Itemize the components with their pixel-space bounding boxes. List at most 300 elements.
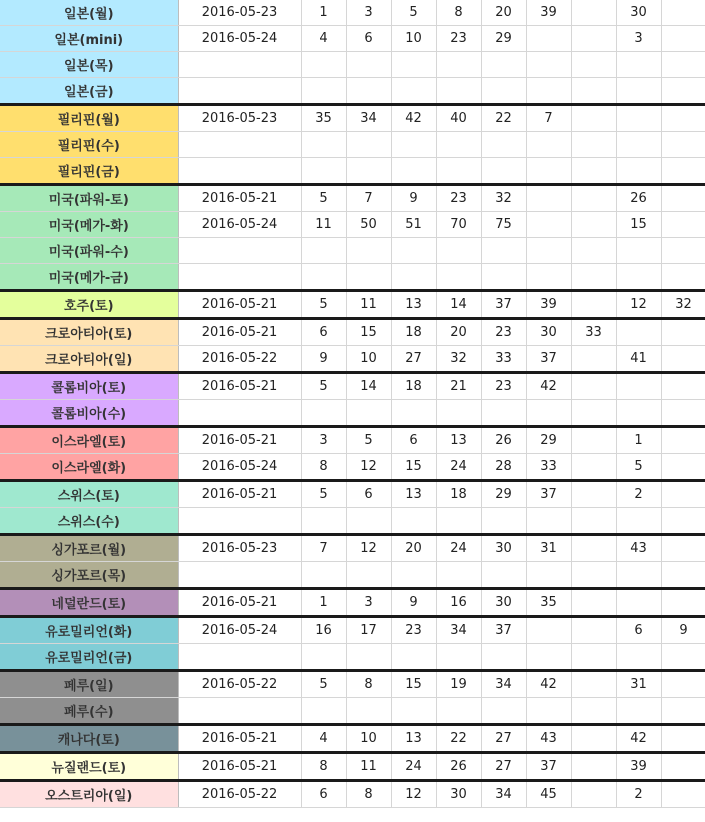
number-cell xyxy=(481,698,526,725)
number-cell: 24 xyxy=(391,753,436,781)
number-cell xyxy=(616,105,661,132)
number-cell: 26 xyxy=(436,753,481,781)
number-cell: 9 xyxy=(301,346,346,373)
lottery-name-cell: 유로밀리언(금) xyxy=(0,644,178,671)
number-cell xyxy=(436,698,481,725)
number-cell xyxy=(661,781,705,808)
number-cell xyxy=(391,644,436,671)
number-cell xyxy=(436,158,481,185)
lottery-name-cell: 이스라엘(화) xyxy=(0,454,178,481)
draw-date-cell: 2016-05-21 xyxy=(178,753,301,781)
number-cell: 12 xyxy=(346,454,391,481)
number-cell xyxy=(571,26,616,52)
number-cell xyxy=(661,52,705,78)
number-cell: 9 xyxy=(391,185,436,212)
table-row xyxy=(0,698,705,725)
number-cell xyxy=(391,132,436,158)
number-cell: 42 xyxy=(391,105,436,132)
number-cell: 45 xyxy=(526,781,571,808)
number-cell xyxy=(391,562,436,589)
number-cell xyxy=(391,78,436,105)
number-cell xyxy=(526,400,571,427)
number-cell: 5 xyxy=(391,0,436,26)
number-cell xyxy=(346,698,391,725)
number-cell xyxy=(616,52,661,78)
number-cell xyxy=(571,508,616,535)
number-cell: 5 xyxy=(346,427,391,454)
number-cell xyxy=(661,373,705,400)
number-cell xyxy=(616,644,661,671)
number-cell: 3 xyxy=(346,0,391,26)
draw-date-cell xyxy=(178,698,301,725)
number-cell xyxy=(571,52,616,78)
number-cell xyxy=(346,78,391,105)
number-cell xyxy=(571,589,616,617)
number-cell: 34 xyxy=(436,617,481,644)
lottery-name-cell: 크로아티아(토) xyxy=(0,319,178,346)
number-cell: 1 xyxy=(616,427,661,454)
number-cell: 30 xyxy=(481,535,526,562)
table-row xyxy=(0,52,705,78)
number-cell: 20 xyxy=(391,535,436,562)
number-cell xyxy=(616,562,661,589)
draw-date-cell: 2016-05-23 xyxy=(178,535,301,562)
number-cell: 37 xyxy=(481,617,526,644)
table-row xyxy=(0,427,705,454)
number-cell xyxy=(661,753,705,781)
number-cell: 23 xyxy=(436,185,481,212)
number-cell xyxy=(346,562,391,589)
number-cell: 41 xyxy=(616,346,661,373)
table-row xyxy=(0,589,705,617)
number-cell: 2 xyxy=(616,781,661,808)
number-cell: 27 xyxy=(391,346,436,373)
number-cell xyxy=(661,671,705,698)
number-cell: 18 xyxy=(391,373,436,400)
number-cell xyxy=(346,158,391,185)
table-row xyxy=(0,319,705,346)
draw-date-cell: 2016-05-22 xyxy=(178,781,301,808)
number-cell: 5 xyxy=(616,454,661,481)
number-cell xyxy=(661,481,705,508)
lottery-name-cell: 미국(파워-수) xyxy=(0,238,178,264)
number-cell xyxy=(571,698,616,725)
number-cell: 13 xyxy=(391,291,436,319)
number-cell: 12 xyxy=(391,781,436,808)
draw-date-cell: 2016-05-24 xyxy=(178,617,301,644)
table-row xyxy=(0,671,705,698)
number-cell xyxy=(571,753,616,781)
number-cell xyxy=(481,132,526,158)
number-cell: 22 xyxy=(481,105,526,132)
number-cell: 29 xyxy=(481,26,526,52)
number-cell xyxy=(526,132,571,158)
number-cell xyxy=(661,562,705,589)
number-cell xyxy=(616,319,661,346)
number-cell xyxy=(391,52,436,78)
table-row xyxy=(0,264,705,291)
lottery-name-cell: 네덜란드(토) xyxy=(0,589,178,617)
lottery-name-cell: 이스라엘(토) xyxy=(0,427,178,454)
number-cell: 27 xyxy=(481,753,526,781)
lottery-name-cell: 필리핀(금) xyxy=(0,158,178,185)
number-cell xyxy=(301,158,346,185)
number-cell xyxy=(616,373,661,400)
number-cell: 32 xyxy=(481,185,526,212)
table-row xyxy=(0,454,705,481)
number-cell xyxy=(481,400,526,427)
number-cell: 5 xyxy=(301,481,346,508)
draw-date-cell xyxy=(178,508,301,535)
number-cell xyxy=(526,158,571,185)
lottery-name-cell: 싱가포르(목) xyxy=(0,562,178,589)
number-cell: 33 xyxy=(526,454,571,481)
number-cell: 12 xyxy=(616,291,661,319)
draw-date-cell: 2016-05-21 xyxy=(178,185,301,212)
number-cell: 30 xyxy=(481,589,526,617)
number-cell xyxy=(301,562,346,589)
number-cell: 23 xyxy=(481,373,526,400)
number-cell xyxy=(526,644,571,671)
number-cell: 8 xyxy=(436,0,481,26)
number-cell xyxy=(661,400,705,427)
number-cell: 11 xyxy=(346,753,391,781)
number-cell: 3 xyxy=(346,589,391,617)
number-cell: 39 xyxy=(616,753,661,781)
draw-date-cell xyxy=(178,52,301,78)
number-cell: 40 xyxy=(436,105,481,132)
number-cell: 20 xyxy=(436,319,481,346)
lottery-name-cell: 싱가포르(월) xyxy=(0,535,178,562)
number-cell: 1 xyxy=(301,589,346,617)
number-cell xyxy=(616,400,661,427)
draw-date-cell: 2016-05-21 xyxy=(178,427,301,454)
lottery-name-cell: 미국(메가-금) xyxy=(0,264,178,291)
number-cell: 3 xyxy=(616,26,661,52)
table-row xyxy=(0,105,705,132)
number-cell: 17 xyxy=(346,617,391,644)
number-cell xyxy=(616,158,661,185)
number-cell: 23 xyxy=(436,26,481,52)
number-cell xyxy=(301,238,346,264)
number-cell xyxy=(571,158,616,185)
number-cell xyxy=(616,132,661,158)
number-cell: 15 xyxy=(616,212,661,238)
number-cell xyxy=(301,400,346,427)
number-cell: 24 xyxy=(436,454,481,481)
draw-date-cell: 2016-05-22 xyxy=(178,346,301,373)
number-cell: 1 xyxy=(301,0,346,26)
number-cell: 20 xyxy=(481,0,526,26)
number-cell: 32 xyxy=(661,291,705,319)
number-cell xyxy=(571,454,616,481)
number-cell xyxy=(391,264,436,291)
number-cell: 12 xyxy=(346,535,391,562)
number-cell: 8 xyxy=(346,781,391,808)
number-cell: 7 xyxy=(301,535,346,562)
number-cell xyxy=(571,0,616,26)
number-cell xyxy=(571,291,616,319)
number-cell xyxy=(661,212,705,238)
number-cell: 5 xyxy=(301,373,346,400)
number-cell xyxy=(346,264,391,291)
number-cell xyxy=(526,264,571,291)
table-row xyxy=(0,781,705,808)
number-cell xyxy=(481,78,526,105)
number-cell xyxy=(346,132,391,158)
number-cell: 10 xyxy=(391,26,436,52)
table-row xyxy=(0,562,705,589)
number-cell: 14 xyxy=(436,291,481,319)
number-cell: 29 xyxy=(481,481,526,508)
number-cell: 8 xyxy=(301,454,346,481)
number-cell: 10 xyxy=(346,725,391,753)
draw-date-cell: 2016-05-21 xyxy=(178,319,301,346)
number-cell: 2 xyxy=(616,481,661,508)
draw-date-cell xyxy=(178,78,301,105)
number-cell xyxy=(436,132,481,158)
number-cell xyxy=(661,508,705,535)
number-cell: 16 xyxy=(436,589,481,617)
draw-date-cell xyxy=(178,264,301,291)
number-cell: 37 xyxy=(481,291,526,319)
lottery-name-cell: 유로밀리언(화) xyxy=(0,617,178,644)
number-cell xyxy=(526,26,571,52)
table-row xyxy=(0,238,705,264)
number-cell xyxy=(616,589,661,617)
number-cell: 15 xyxy=(391,454,436,481)
number-cell: 6 xyxy=(391,427,436,454)
number-cell: 23 xyxy=(391,617,436,644)
number-cell xyxy=(661,454,705,481)
number-cell: 27 xyxy=(481,725,526,753)
draw-date-cell: 2016-05-22 xyxy=(178,671,301,698)
number-cell: 42 xyxy=(526,373,571,400)
number-cell xyxy=(571,132,616,158)
number-cell xyxy=(526,508,571,535)
number-cell: 31 xyxy=(616,671,661,698)
number-cell: 70 xyxy=(436,212,481,238)
table-row xyxy=(0,212,705,238)
number-cell: 22 xyxy=(436,725,481,753)
lottery-name-cell: 일본(금) xyxy=(0,78,178,105)
number-cell xyxy=(526,52,571,78)
number-cell xyxy=(301,52,346,78)
number-cell: 37 xyxy=(526,346,571,373)
number-cell: 3 xyxy=(301,427,346,454)
number-cell: 39 xyxy=(526,291,571,319)
number-cell xyxy=(661,158,705,185)
number-cell xyxy=(526,617,571,644)
number-cell xyxy=(346,238,391,264)
number-cell xyxy=(391,698,436,725)
number-cell: 4 xyxy=(301,725,346,753)
number-cell: 31 xyxy=(526,535,571,562)
number-cell xyxy=(481,264,526,291)
number-cell xyxy=(391,508,436,535)
number-cell xyxy=(481,158,526,185)
number-cell: 30 xyxy=(616,0,661,26)
number-cell xyxy=(571,644,616,671)
lottery-name-cell: 뉴질랜드(토) xyxy=(0,753,178,781)
number-cell xyxy=(481,562,526,589)
number-cell xyxy=(616,238,661,264)
draw-date-cell xyxy=(178,400,301,427)
number-cell xyxy=(391,158,436,185)
lottery-name-cell: 미국(메가-화) xyxy=(0,212,178,238)
number-cell: 30 xyxy=(526,319,571,346)
number-cell: 23 xyxy=(481,319,526,346)
table-row xyxy=(0,185,705,212)
number-cell xyxy=(571,725,616,753)
lottery-name-cell: 일본(목) xyxy=(0,52,178,78)
draw-date-cell: 2016-05-21 xyxy=(178,589,301,617)
number-cell: 10 xyxy=(346,346,391,373)
number-cell xyxy=(301,78,346,105)
table-row xyxy=(0,373,705,400)
number-cell xyxy=(436,238,481,264)
number-cell: 11 xyxy=(301,212,346,238)
table-row xyxy=(0,132,705,158)
draw-date-cell: 2016-05-23 xyxy=(178,105,301,132)
number-cell xyxy=(571,535,616,562)
lottery-name-cell: 오스트리아(일) xyxy=(0,781,178,808)
number-cell xyxy=(526,212,571,238)
number-cell xyxy=(526,238,571,264)
number-cell xyxy=(481,508,526,535)
number-cell: 18 xyxy=(391,319,436,346)
table-row xyxy=(0,508,705,535)
number-cell: 24 xyxy=(436,535,481,562)
number-cell xyxy=(571,781,616,808)
number-cell xyxy=(616,698,661,725)
number-cell: 8 xyxy=(346,671,391,698)
lottery-name-cell: 페루(수) xyxy=(0,698,178,725)
number-cell xyxy=(436,52,481,78)
draw-date-cell xyxy=(178,562,301,589)
number-cell xyxy=(481,238,526,264)
number-cell: 35 xyxy=(526,589,571,617)
number-cell: 37 xyxy=(526,753,571,781)
number-cell: 34 xyxy=(481,671,526,698)
number-cell xyxy=(661,725,705,753)
number-cell: 21 xyxy=(436,373,481,400)
draw-date-cell: 2016-05-21 xyxy=(178,725,301,753)
number-cell: 28 xyxy=(481,454,526,481)
table-row xyxy=(0,291,705,319)
number-cell xyxy=(571,212,616,238)
number-cell: 75 xyxy=(481,212,526,238)
number-cell xyxy=(661,78,705,105)
table-row xyxy=(0,535,705,562)
number-cell xyxy=(661,427,705,454)
number-cell xyxy=(571,373,616,400)
number-cell: 4 xyxy=(301,26,346,52)
lottery-name-cell: 크로아티아(일) xyxy=(0,346,178,373)
number-cell xyxy=(571,671,616,698)
number-cell: 15 xyxy=(391,671,436,698)
draw-date-cell: 2016-05-21 xyxy=(178,373,301,400)
number-cell: 19 xyxy=(436,671,481,698)
number-cell xyxy=(661,105,705,132)
table-row xyxy=(0,346,705,373)
number-cell: 15 xyxy=(346,319,391,346)
number-cell: 13 xyxy=(391,481,436,508)
number-cell xyxy=(571,562,616,589)
number-cell: 16 xyxy=(301,617,346,644)
number-cell: 33 xyxy=(481,346,526,373)
number-cell: 9 xyxy=(391,589,436,617)
number-cell xyxy=(436,400,481,427)
number-cell: 43 xyxy=(526,725,571,753)
draw-date-cell: 2016-05-21 xyxy=(178,291,301,319)
number-cell: 7 xyxy=(526,105,571,132)
draw-date-cell: 2016-05-24 xyxy=(178,454,301,481)
number-cell: 32 xyxy=(436,346,481,373)
number-cell: 9 xyxy=(661,617,705,644)
number-cell: 34 xyxy=(346,105,391,132)
number-cell: 29 xyxy=(526,427,571,454)
number-cell xyxy=(436,508,481,535)
number-cell xyxy=(661,185,705,212)
number-cell: 5 xyxy=(301,291,346,319)
lottery-name-cell: 일본(월) xyxy=(0,0,178,26)
number-cell xyxy=(346,508,391,535)
table-row xyxy=(0,26,705,52)
lottery-name-cell: 일본(mini) xyxy=(0,26,178,52)
number-cell xyxy=(571,427,616,454)
number-cell: 6 xyxy=(301,781,346,808)
number-cell xyxy=(301,698,346,725)
number-cell xyxy=(301,264,346,291)
lottery-name-cell: 호주(토) xyxy=(0,291,178,319)
number-cell xyxy=(391,400,436,427)
number-cell xyxy=(571,617,616,644)
number-cell xyxy=(571,481,616,508)
number-cell xyxy=(436,264,481,291)
number-cell xyxy=(661,319,705,346)
number-cell: 7 xyxy=(346,185,391,212)
table-row xyxy=(0,78,705,105)
draw-date-cell: 2016-05-23 xyxy=(178,0,301,26)
number-cell xyxy=(661,26,705,52)
number-cell xyxy=(661,238,705,264)
draw-date-cell xyxy=(178,644,301,671)
draw-date-cell xyxy=(178,158,301,185)
number-cell xyxy=(481,644,526,671)
number-cell: 37 xyxy=(526,481,571,508)
number-cell xyxy=(571,346,616,373)
lottery-name-cell: 콜롬비아(수) xyxy=(0,400,178,427)
number-cell: 5 xyxy=(301,671,346,698)
number-cell xyxy=(571,105,616,132)
number-cell: 13 xyxy=(391,725,436,753)
number-cell: 43 xyxy=(616,535,661,562)
number-cell xyxy=(661,644,705,671)
lottery-name-cell: 캐나다(토) xyxy=(0,725,178,753)
draw-date-cell: 2016-05-24 xyxy=(178,26,301,52)
draw-date-cell: 2016-05-24 xyxy=(178,212,301,238)
number-cell: 39 xyxy=(526,0,571,26)
number-cell xyxy=(301,132,346,158)
draw-date-cell xyxy=(178,238,301,264)
number-cell xyxy=(526,562,571,589)
number-cell xyxy=(391,238,436,264)
number-cell xyxy=(346,52,391,78)
number-cell: 11 xyxy=(346,291,391,319)
table-row xyxy=(0,644,705,671)
number-cell: 34 xyxy=(481,781,526,808)
